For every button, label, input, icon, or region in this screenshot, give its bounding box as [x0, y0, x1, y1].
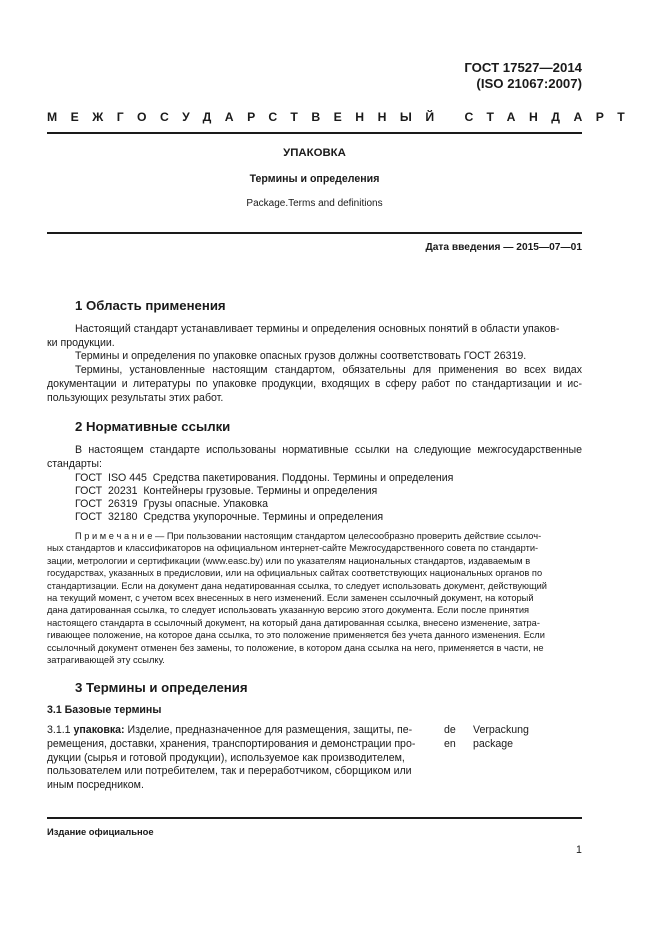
subsection-3-1-heading: 3.1 Базовые термины — [47, 704, 162, 716]
text-line: Настоящий стандарт устанавливает термины и определения основных понятий в области упаков- — [75, 323, 560, 335]
english-title: Package.Terms and definitions — [246, 198, 383, 209]
section-1-heading: 1 Область применения — [75, 298, 226, 313]
definition-line: пользователем или потребителем, так и переработчиком, сборщиком или — [47, 765, 412, 778]
interstate-standard-banner: МЕЖГОСУДАРСТВЕННЫЙ СТАНДАРТ — [47, 110, 639, 124]
note-line: дана датированная ссылка, то следует использовать указанную версию этого документа. Если после принятия — [47, 605, 530, 616]
effective-date: Дата введения — 2015—07—01 — [425, 242, 582, 253]
term-definition — [47, 724, 435, 793]
lang-code: de — [444, 724, 456, 736]
document-subtitle: Термины и определения — [249, 173, 380, 185]
equivalent-term: Verpackung — [473, 724, 529, 736]
text-line: документации и литературы по упаковке продукции, входящих в сферу работ по стандартизации и ис- — [47, 377, 582, 390]
section-1-paragraph-3 — [47, 364, 582, 405]
title-rule — [47, 232, 582, 234]
note-line: стандартизации. Если на документ дана недатированная ссылка, то следует использовать документ, действующий — [47, 580, 547, 591]
term-word: упаковка: — [73, 724, 125, 736]
definition-line: иным посредником. — [47, 779, 144, 792]
iso-number: (ISO 21067:2007) — [476, 76, 582, 91]
note-line: государствах, указанных в предисловии, или на официальных сайтах соответствующих национальных органов по — [47, 568, 543, 579]
note-line: ных стандартов и классификаторов на официальном интернет-сайте Межгосударственного совета по стандарти- — [47, 543, 539, 554]
foreign-equivalents — [473, 724, 529, 752]
note-line — [47, 530, 582, 542]
definition-text: Изделие, предназначенное для размещения, защиты, пе- — [127, 724, 413, 736]
standard-reference: ГОСТ ISO 445 Средства пакетирования. Поддоны. Термины и определения — [75, 472, 454, 484]
standard-reference: ГОСТ 32180 Средства укупорочные. Термины и определения — [75, 511, 384, 523]
definition-line: ремещения, доставки, хранения, транспортирования и демонстрации про- — [47, 737, 416, 750]
document-number: ГОСТ 17527—2014 — [464, 60, 582, 75]
header-rule — [47, 132, 582, 134]
note-text: — При пользовании настоящим стандартом целесообразно проверить действие ссылоч- — [152, 531, 542, 541]
page-number: 1 — [576, 844, 582, 856]
term-number: 3.1.1 — [47, 724, 71, 736]
definition-line: дукции (сырья и готовой продукции), используемое как производителем, — [47, 751, 405, 764]
standard-reference: ГОСТ 20231 Контейнеры грузовые. Термины и определения — [75, 485, 378, 497]
section-2-intro — [47, 444, 582, 472]
text-line: стандарты: — [47, 457, 102, 470]
lang-code: en — [444, 737, 456, 750]
text-line: ки продукции. — [47, 336, 115, 349]
footer-rule — [47, 817, 582, 819]
official-edition-label: Издание официальное — [47, 826, 154, 837]
section-2-heading: 2 Нормативные ссылки — [75, 419, 231, 434]
section-1-paragraph-2 — [47, 350, 582, 364]
section-3-heading: 3 Термины и определения — [75, 680, 248, 695]
document-title: УПАКОВКА — [283, 147, 346, 159]
note-line: затрагивающей эту ссылку. — [47, 655, 165, 666]
text-line: Термины, установленные настоящим стандартом, обязательны для применения во всех видах — [75, 364, 582, 376]
note-label: П р и м е ч а н и е — [75, 531, 153, 541]
standard-reference: ГОСТ 26319 Грузы опасные. Упаковка — [75, 498, 268, 510]
note-line: настоящего стандарта в ссылочный документ, на который дана датированная ссылка, внесено изменение, затра- — [47, 617, 540, 628]
equivalent-term: package — [473, 737, 514, 750]
note-line: гивающее положение, на которое дана ссылка, то это положение применяется без учета данного изменения. Если — [47, 630, 545, 641]
note-line: зации, метрологии и сертификации (www.easc.by) или по указателям национальных стандартов, издаваемым в — [47, 555, 531, 566]
language-codes — [444, 724, 456, 752]
note-line: ссылочный документ отменен без замены, то положение, в котором дана ссылка на него, применяется в части, не — [47, 642, 544, 653]
section-2-note — [47, 530, 582, 666]
term-line — [47, 724, 435, 738]
section-1-paragraph-1 — [47, 323, 582, 351]
text-line: пользующих результаты этих работ. — [47, 391, 224, 404]
text-line: В настоящем стандарте использованы нормативные ссылки на следующие межгосударственные — [75, 444, 582, 456]
text-line: Термины и определения по упаковке опасных грузов должны соответствовать ГОСТ 26319. — [75, 350, 527, 362]
note-line: на текущий момент, с учетом всех внесенных в него изменений. Если заменен ссылочный документ, на который — [47, 593, 534, 604]
